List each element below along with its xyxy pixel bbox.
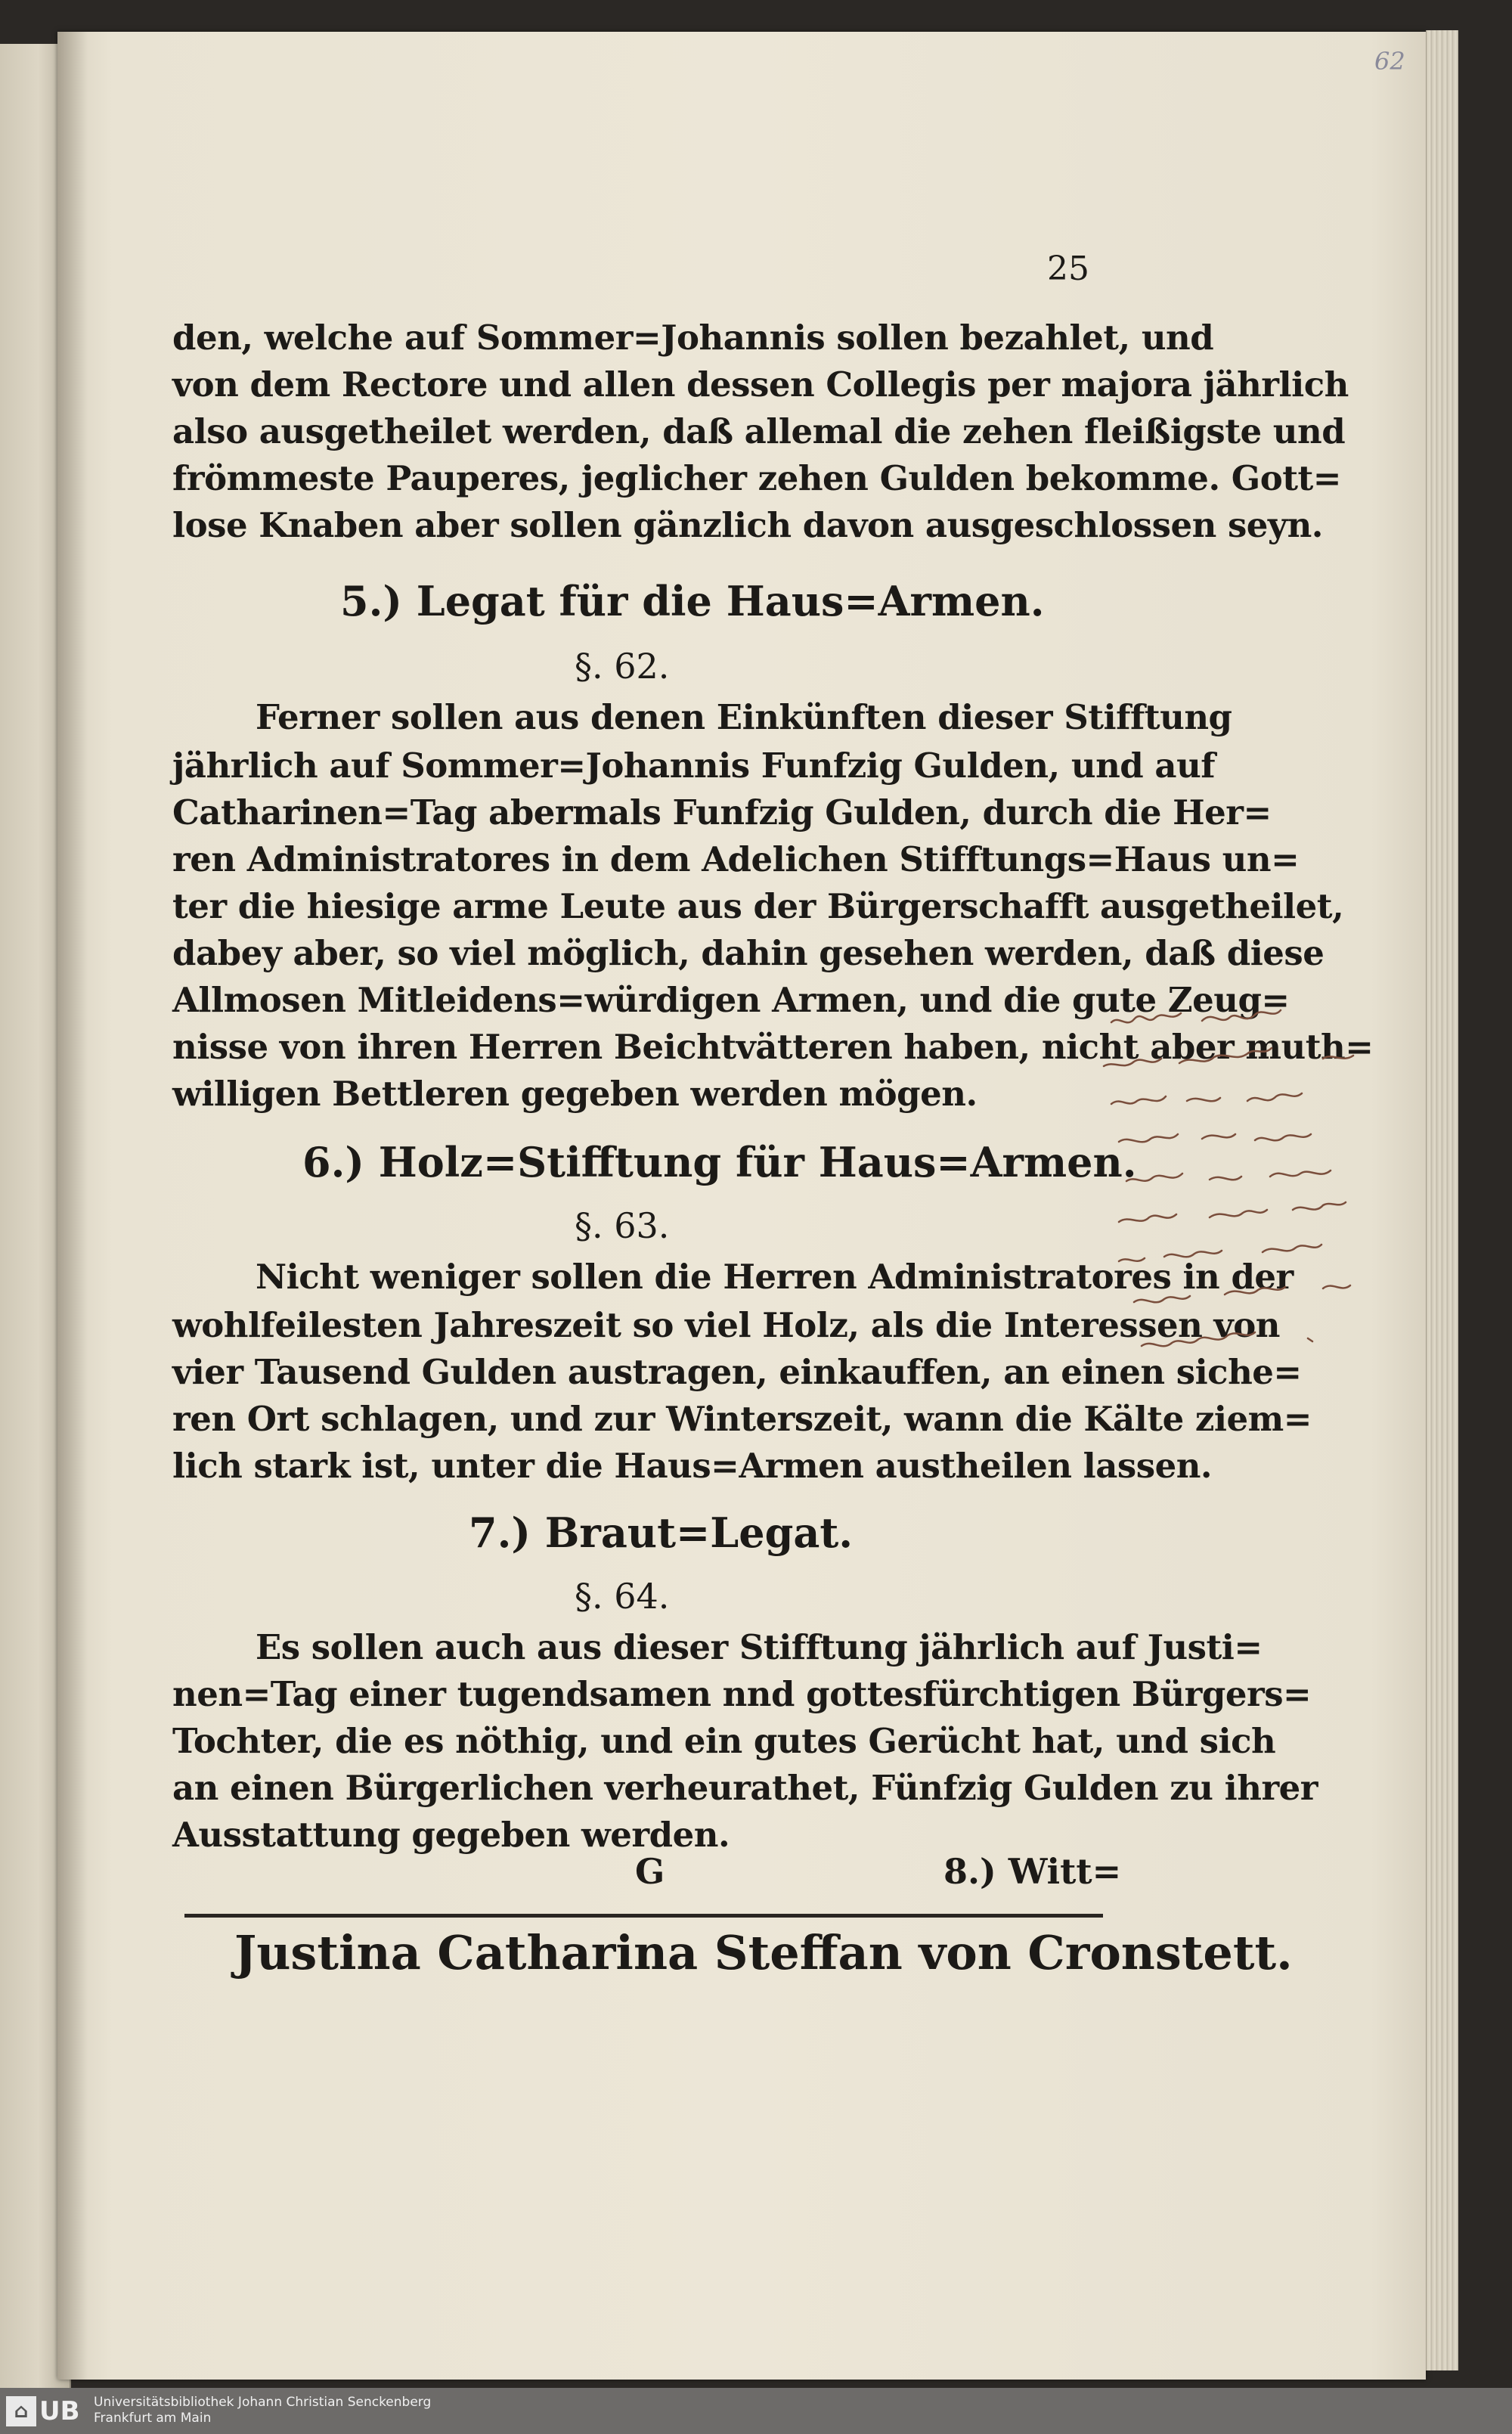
- text-line: Ferner sollen aus denen Einkünften dieser Stifftung: [256, 697, 1232, 737]
- page-stack-edge: [1426, 30, 1458, 2370]
- text-line: an einen Bürgerlichen verheurathet, Fünfzig Gulden zu ihrer: [172, 1768, 1318, 1808]
- text-line: von dem Rectore und allen dessen Collegis per majora jährlich: [172, 364, 1349, 405]
- handwritten-margin-note: [1096, 991, 1414, 1369]
- text-line: Tochter, die es nöthig, und ein gutes Gerücht hat, und sich: [172, 1721, 1276, 1761]
- text-line: Es sollen auch aus dieser Stifftung jährlich auf Justi=: [256, 1627, 1263, 1667]
- section-heading: 5.) Legat für die Haus=Armen.: [340, 577, 1045, 625]
- catchword: 8.) Witt=: [943, 1851, 1122, 1892]
- signature-line: Justina Catharina Steffan von Cronstett.: [234, 1925, 1293, 1980]
- text-line: vier Tausend Gulden austragen, einkauffen, an einen siche=: [172, 1352, 1302, 1392]
- text-line: lich stark ist, unter die Haus=Armen austheilen lassen.: [172, 1446, 1213, 1486]
- text-line: den, welche auf Sommer=Johannis sollen bezahlet, und: [172, 318, 1214, 358]
- section-heading: 7.) Braut=Legat.: [469, 1508, 854, 1557]
- institution-name: Universitätsbibliothek Johann Christian Senckenberg: [94, 2395, 432, 2410]
- page-number: 25: [1047, 250, 1089, 288]
- text-line: willigen Bettleren gegeben werden mögen.: [172, 1074, 978, 1114]
- text-line: nisse von ihren Herren Beichtvätteren haben, nicht aber muth=: [172, 1027, 1374, 1067]
- text-line: jährlich auf Sommer=Johannis Funfzig Gulden, und auf: [172, 746, 1216, 786]
- text-line: ter die hiesige arme Leute aus der Bürgerschafft ausgetheilet,: [172, 886, 1344, 926]
- corner-pencil-mark: 62: [1374, 47, 1405, 76]
- logo-text: UB: [39, 2396, 80, 2426]
- text-line: Nicht weniger sollen die Herren Administratores in der: [256, 1257, 1294, 1297]
- text-line: Ausstattung gegeben werden.: [172, 1815, 730, 1855]
- section-heading: 6.) Holz=Stifftung für Haus=Armen.: [302, 1138, 1137, 1186]
- institution-city: Frankfurt am Main: [94, 2411, 212, 2426]
- paragraph-mark: §. 64.: [575, 1576, 670, 1617]
- text-line: dabey aber, so viel möglich, dahin gesehen werden, daß diese: [172, 933, 1325, 973]
- text-line: nen=Tag einer tugendsamen nnd gottesfürchtigen Bürgers=: [172, 1674, 1312, 1714]
- library-logo: [6, 2395, 80, 2427]
- paragraph-mark: §. 62.: [575, 646, 670, 687]
- library-emblem-icon: ⌂: [6, 2396, 36, 2426]
- text-line: also ausgetheilet werden, daß allemal die zehen fleißigste und: [172, 411, 1346, 451]
- text-line: frömmeste Pauperes, jeglicher zehen Gulden bekomme. Gott=: [172, 458, 1341, 498]
- text-line: ren Ort schlagen, und zur Winterszeit, wann die Kälte ziem=: [172, 1399, 1312, 1439]
- signature-rule: [184, 1914, 1103, 1918]
- text-line: Allmosen Mitleidens=würdigen Armen, und die gute Zeug=: [172, 980, 1290, 1020]
- text-line: lose Knaben aber sollen gänzlich davon ausgeschlossen seyn.: [172, 505, 1323, 545]
- text-line: Catharinen=Tag abermals Funfzig Gulden, durch die Her=: [172, 792, 1272, 833]
- paragraph-mark: §. 63.: [575, 1205, 670, 1246]
- text-line: ren Administratores in dem Adelichen Stifftungs=Haus un=: [172, 839, 1300, 879]
- gutter-shadow: [57, 32, 88, 2380]
- signature-mark: G: [635, 1851, 665, 1892]
- text-line: wohlfeilesten Jahreszeit so viel Holz, als die Interessen von: [172, 1305, 1280, 1345]
